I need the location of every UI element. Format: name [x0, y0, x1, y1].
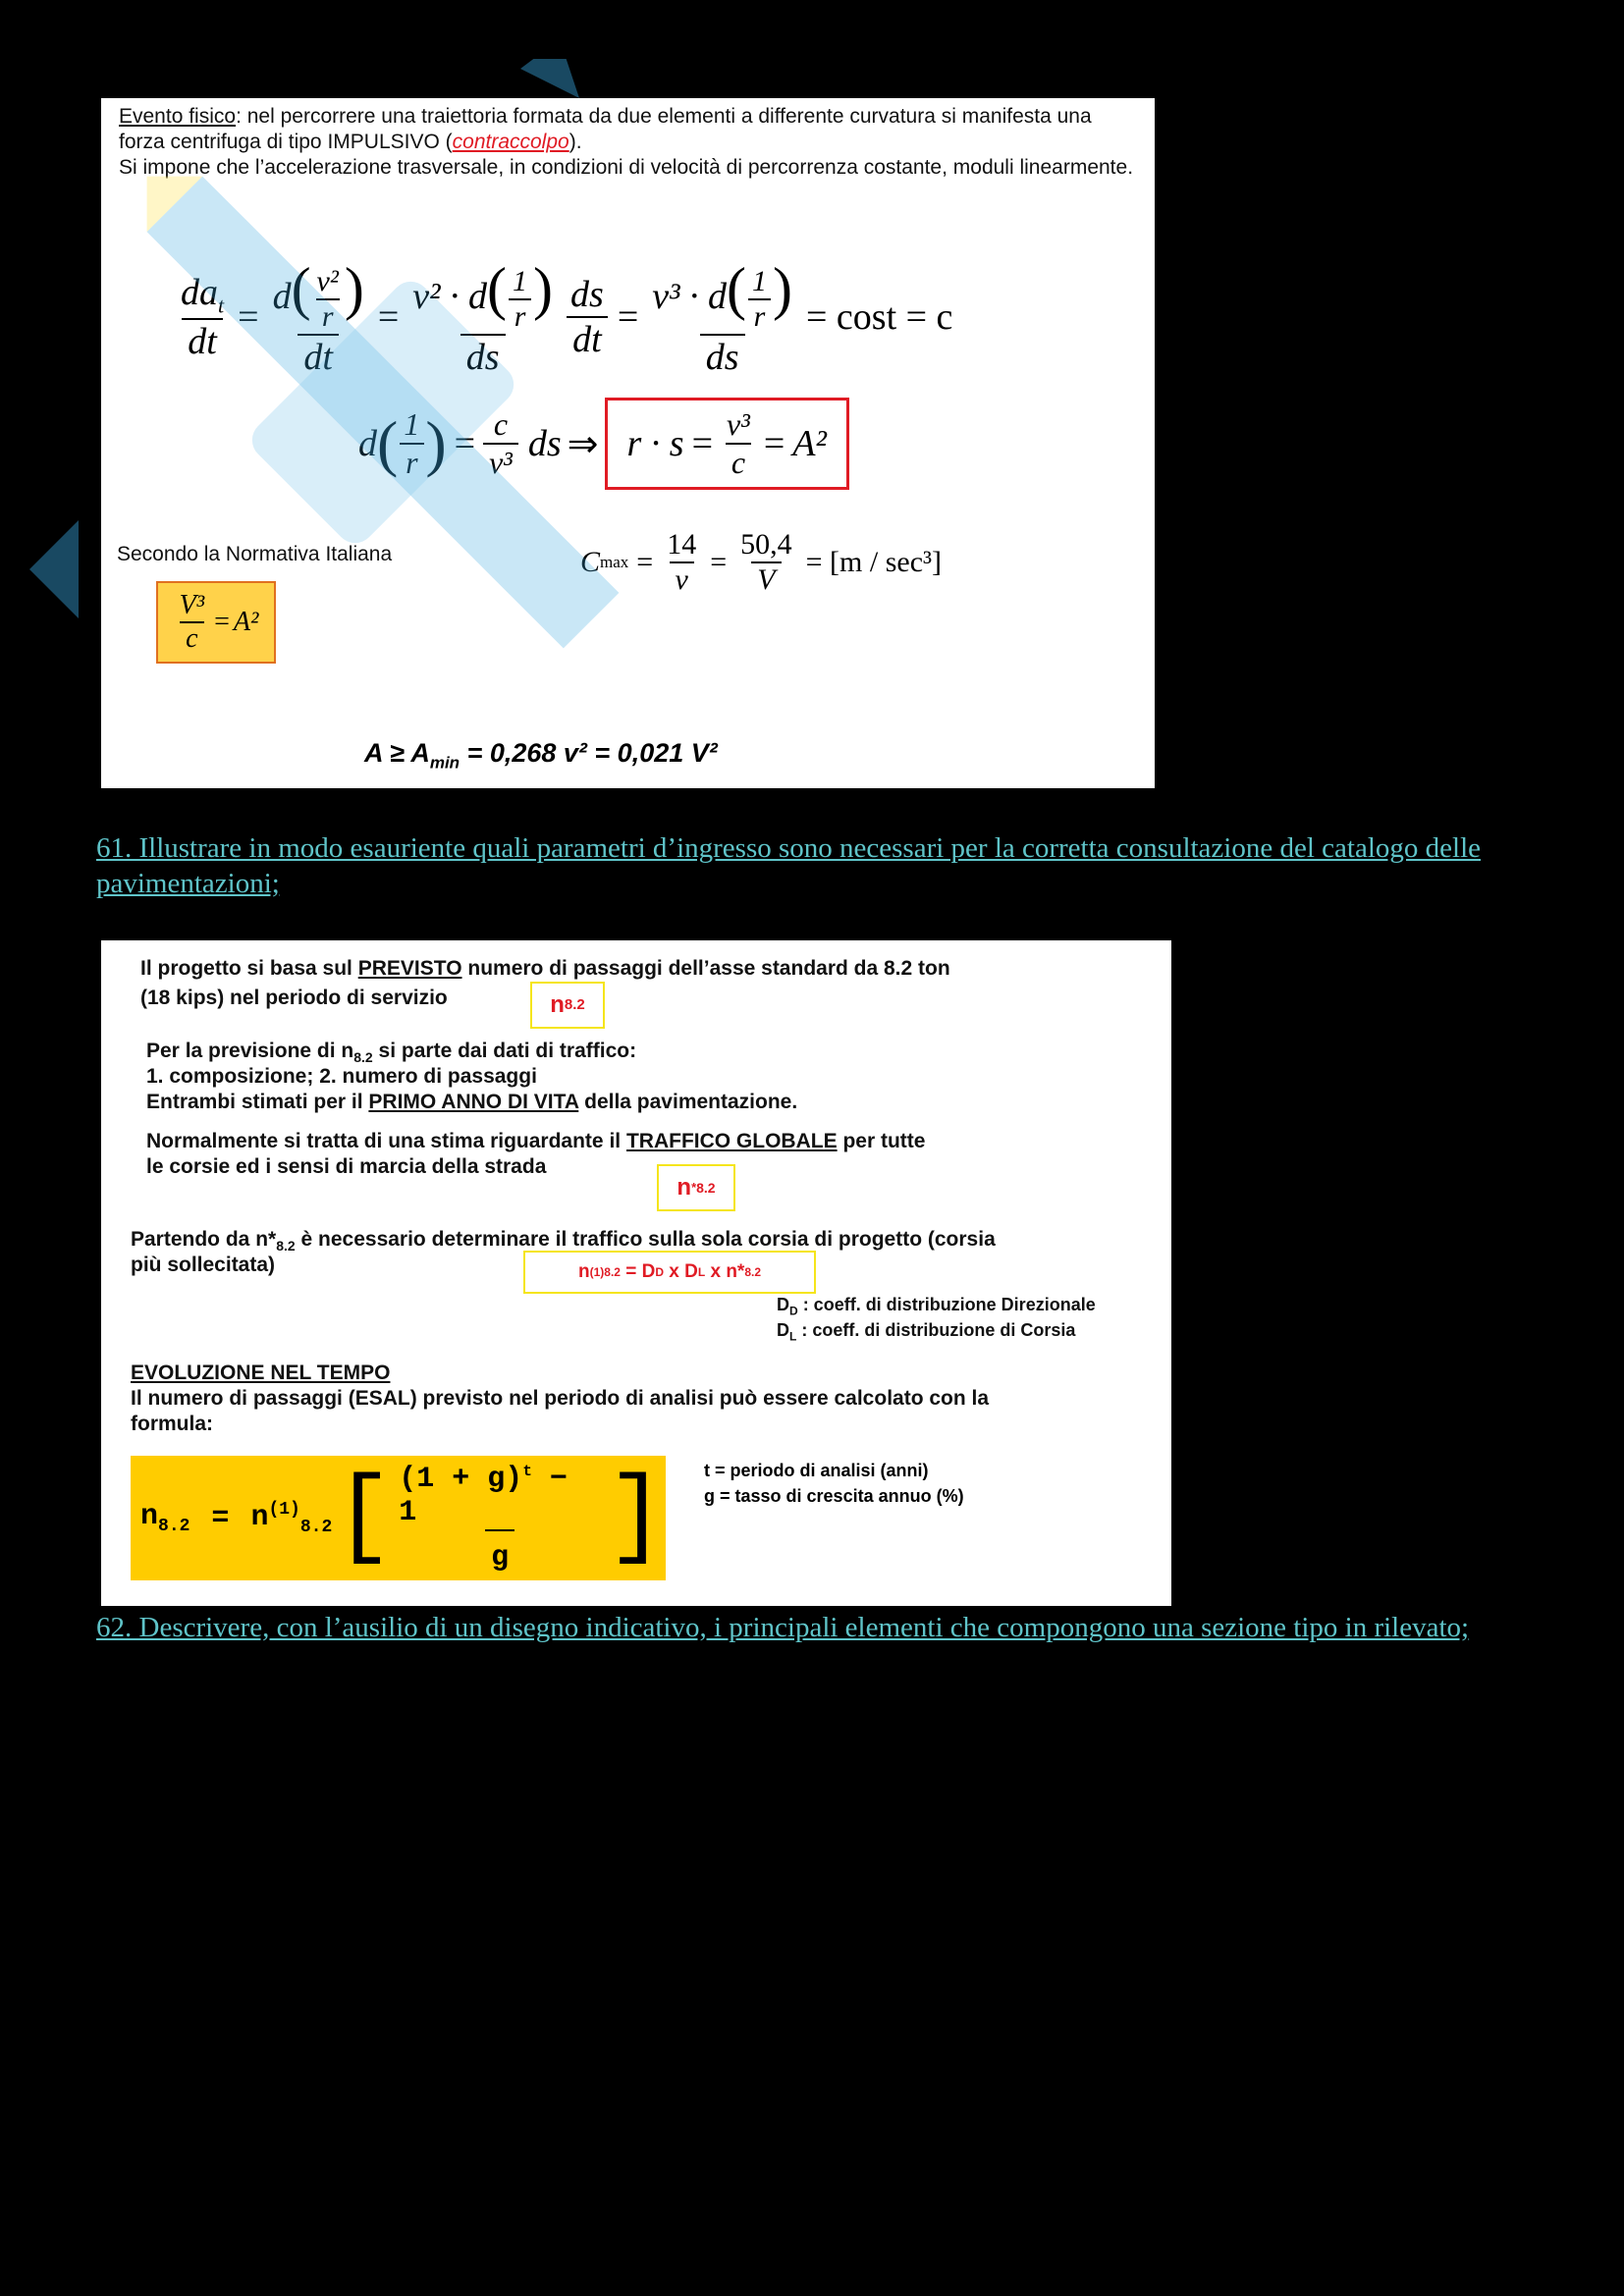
clothoid-result-box: r · s = $\frac{\text{v³}}{c}$ = A² [605, 398, 849, 490]
intro-line-2: Si impone che l’accelerazione trasversale, in condizioni di velocità di percorrenza costante, moduli linearmente. [119, 156, 1134, 179]
highlight-formula-box: $\frac{\text{V³}}{c}$ = A² [156, 581, 276, 664]
p2-line-6: Normalmente si tratta di una stima riguardante il TRAFFICO GLOBALE per tutte [146, 1130, 926, 1152]
figure-panel-2 [101, 940, 1171, 1606]
n1-82-box: n (1) 8.2 = D D x D L x n* 8.2 [523, 1251, 816, 1294]
t-definition: t = periodo di analisi (anni) [704, 1461, 929, 1480]
evolution-line-1: Il numero di passaggi (ESAL) previsto nel periodo di analisi può essere calcolato con la [131, 1387, 990, 1410]
esal-formula-box: $n_{8.2}$ = $n^{(1)}_{8.2}$ [ $\frac{(1 + g)^t - 1}{g}$ ] [131, 1456, 666, 1580]
n82-box: n 8.2 [530, 982, 605, 1029]
dl-definition: $D_L$ : coeff. di distribuzione di Corsia [777, 1320, 1076, 1344]
p2-line-1: Il progetto si basa sul PREVISTO numero di passaggi dell’asse standard da 8.2 ton [140, 957, 950, 980]
normativa-label: Secondo la Normativa Italiana [117, 543, 393, 565]
p2-line-2: (18 kips) nel periodo di servizio [140, 987, 448, 1009]
integration-equation: d ( $\frac{1}{r}$ ) = $\frac{c}{\text{v³}}$ ds ⇒ r · s = $\frac{\text{v³}}{c}$ = A² [358, 398, 849, 490]
g-definition: g = tasso di crescita annuo (%) [704, 1486, 964, 1506]
dd-definition: $D_D$ : coeff. di distribuzione Direzionale [777, 1295, 1096, 1318]
cmax-equation: C max = $\frac{14}{v}$ = $\frac{50,4}{V}$ = [m / sec³] [580, 528, 943, 596]
intro-paragraph: Evento fisico: nel percorrere una traiettoria formata da due elementi a differente curvatura si manifesta una forza centrifuga di tipo IMPULSIVO (contraccolpo). [119, 105, 1092, 153]
p2-line-4: 1. composizione; 2. numero di passaggi [146, 1065, 537, 1088]
evolution-line-2: formula: [131, 1413, 213, 1435]
p2-line-7: le corsie ed i sensi di marcia della strada [146, 1155, 547, 1178]
p2-line-3: Per la previsione di $n_{8.2}$ si parte dai dati di traffico: [146, 1040, 637, 1066]
p2-line-8: Partendo da $n*_{8.2}$ è necessario determinare il traffico sulla sola corsia di progetto (corsia [131, 1228, 996, 1255]
amin-formula: $A \ge A_{min} = 0,268$ v² = 0,021 V² [364, 738, 718, 773]
derivative-equation: $\frac{da_t}{dt}$ = d( $\frac{\text{v²}}{r}$ ) dt = v² · d( $\frac{1}{r}$ ) ds $\frac{ds}{dt}$ = v³ · d( $\frac{1}{r}$ ) ds = cost = c [181, 256, 953, 379]
p2-line-9: più sollecitata) [131, 1254, 276, 1276]
question-61: 61. Illustrare in modo esauriente quali parametri d’ingresso sono necessari per la corretta consultazione del catalogo delle pavimentazioni; [96, 832, 1481, 899]
evolution-title: EVOLUZIONE NEL TEMPO [131, 1362, 391, 1384]
figure-panel-1 [101, 98, 1155, 788]
question-62: 62. Descrivere, con l’ausilio di un disegno indicativo, i principali elementi che compongono una sezione tipo in rilevato; [96, 1612, 1470, 1643]
n-star-82-box: n * 8.2 [657, 1164, 735, 1211]
p2-line-5: Entrambi stimati per il PRIMO ANNO DI VITA della pavimentazione. [146, 1091, 798, 1113]
